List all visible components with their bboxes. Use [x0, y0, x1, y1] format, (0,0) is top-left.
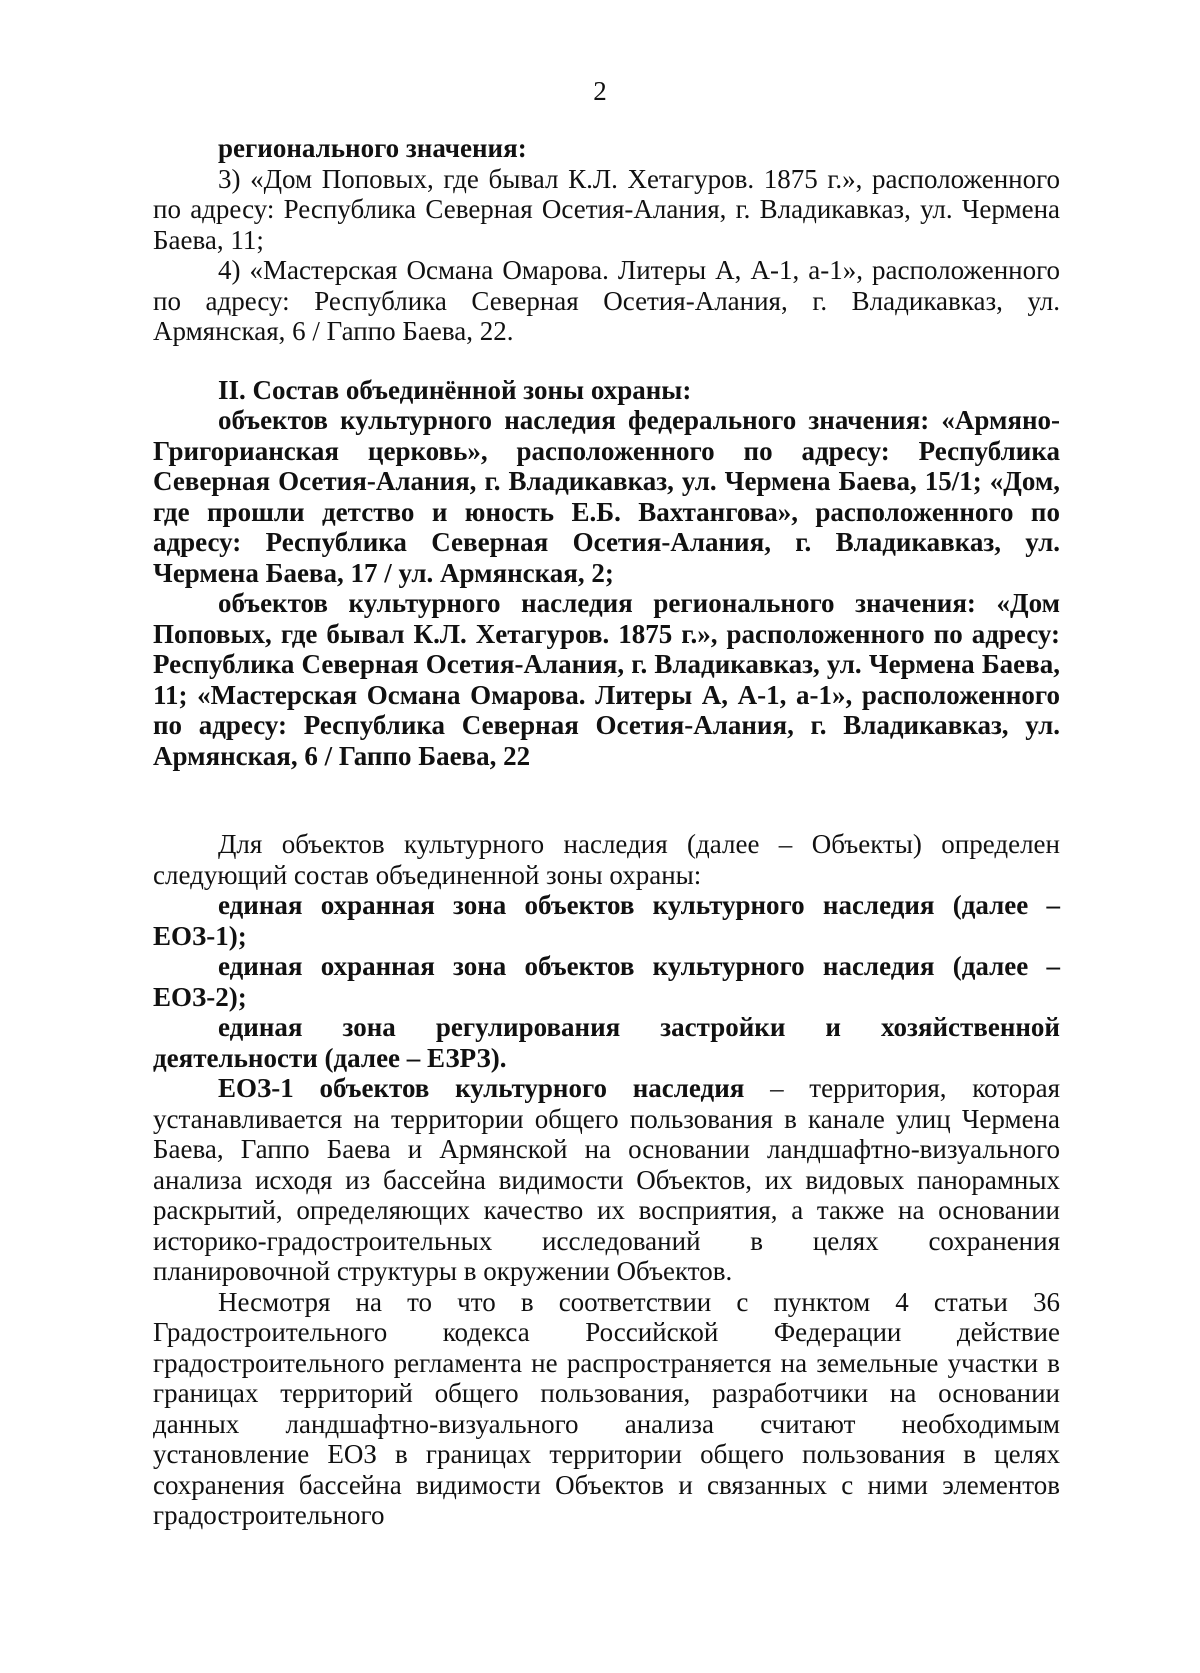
federal-objects-paragraph: объектов культурного наследия федерального значения: «Армяно-Григорианская церковь», расположенного по адресу: Республика Северная Осетия-Алания, г. Владикавказ, ул. Чермена Баева, 15/1; «Дом, где прошли детство и юность Е.Б. Вахтангова», расположенного по адресу: Республика Северная Осетия-Алания, г. Владикавказ, ул. Чермена Баева, 17 / ул. Армянская, 2; — [153, 405, 1060, 588]
regional-objects-paragraph: объектов культурного наследия регионального значения: «Дом Поповых, где бывал К.Л. Хетагуров. 1875 г.», расположенного по адресу: Республика Северная Осетия-Алания, г. Владикавказ, ул. Чермена Баева, 11; «Мастерская Османа Омарова. Литеры А, А-1, а-1», расположенного по адресу: Республика Северная Осетия-Алания, г. Владикавказ, ул. Армянская, 6 / Гаппо Баева, 22 — [153, 588, 1060, 771]
spacer — [153, 771, 1060, 829]
zone-ezrz-item: единая зона регулирования застройки и хозяйственной деятельности (далее – ЕЗРЗ). — [153, 1012, 1060, 1073]
zone-eoz1-item: единая охранная зона объектов культурного наследия (далее – ЕОЗ-1); — [153, 890, 1060, 951]
heading-continuation: регионального значения: — [218, 133, 527, 163]
intro-paragraph: Для объектов культурного наследия (далее – Объекты) определен следующий состав объединенной зоны охраны: — [153, 829, 1060, 890]
eoz1-definition-paragraph — [153, 1073, 1060, 1287]
zone-eoz2-item: единая охранная зона объектов культурного наследия (далее – ЕОЗ-2); — [153, 951, 1060, 1012]
eoz1-term: ЕОЗ-1 объектов культурного наследия — [218, 1073, 745, 1103]
eoz1-definition-text: – территория, которая устанавливается на территории общего пользования в канале улиц Чермена Баева, Гаппо Баева и Армянской на основании ландшафтно-визуального анализа исходя из бассейна видимости Объектов, их видовых панорамных раскрытий, определяющих качество их восприятия, а также на основании историко-градостроительных исследований в целях сохранения планировочной структуры в окружении Объектов. — [153, 1073, 1060, 1286]
page-number: 2 — [593, 76, 607, 106]
list-item-3: 3) «Дом Поповых, где бывал К.Л. Хетагуров. 1875 г.», расположенного по адресу: Республика Северная Осетия-Алания, г. Владикавказ, ул. Чермена Баева, 11; — [153, 163, 1060, 255]
spacer — [153, 347, 1060, 375]
section-title: II. Состав объединённой зоны охраны: — [218, 374, 692, 405]
closing-paragraph: Несмотря на то что в соответствии с пунктом 4 статьи 36 Градостроительного кодекса Российской Федерации действие градостроительного регламента не распространяется на земельные участки в границах территорий общего пользования, разработчики на основании данных ландшафтно-визуального анализа считают необходимым установление ЕОЗ в границах территории общего пользования в целях сохранения бассейна видимости Объектов и связанных с ними элементов градостроительного — [153, 1286, 1060, 1530]
document-body — [153, 133, 1060, 1531]
list-item-4: 4) «Мастерская Османа Омарова. Литеры А, А-1, а-1», расположенного по адресу: Республика Северная Осетия-Алания, г. Владикавказ, ул. Армянская, 6 / Гаппо Баева, 22. — [153, 255, 1060, 346]
